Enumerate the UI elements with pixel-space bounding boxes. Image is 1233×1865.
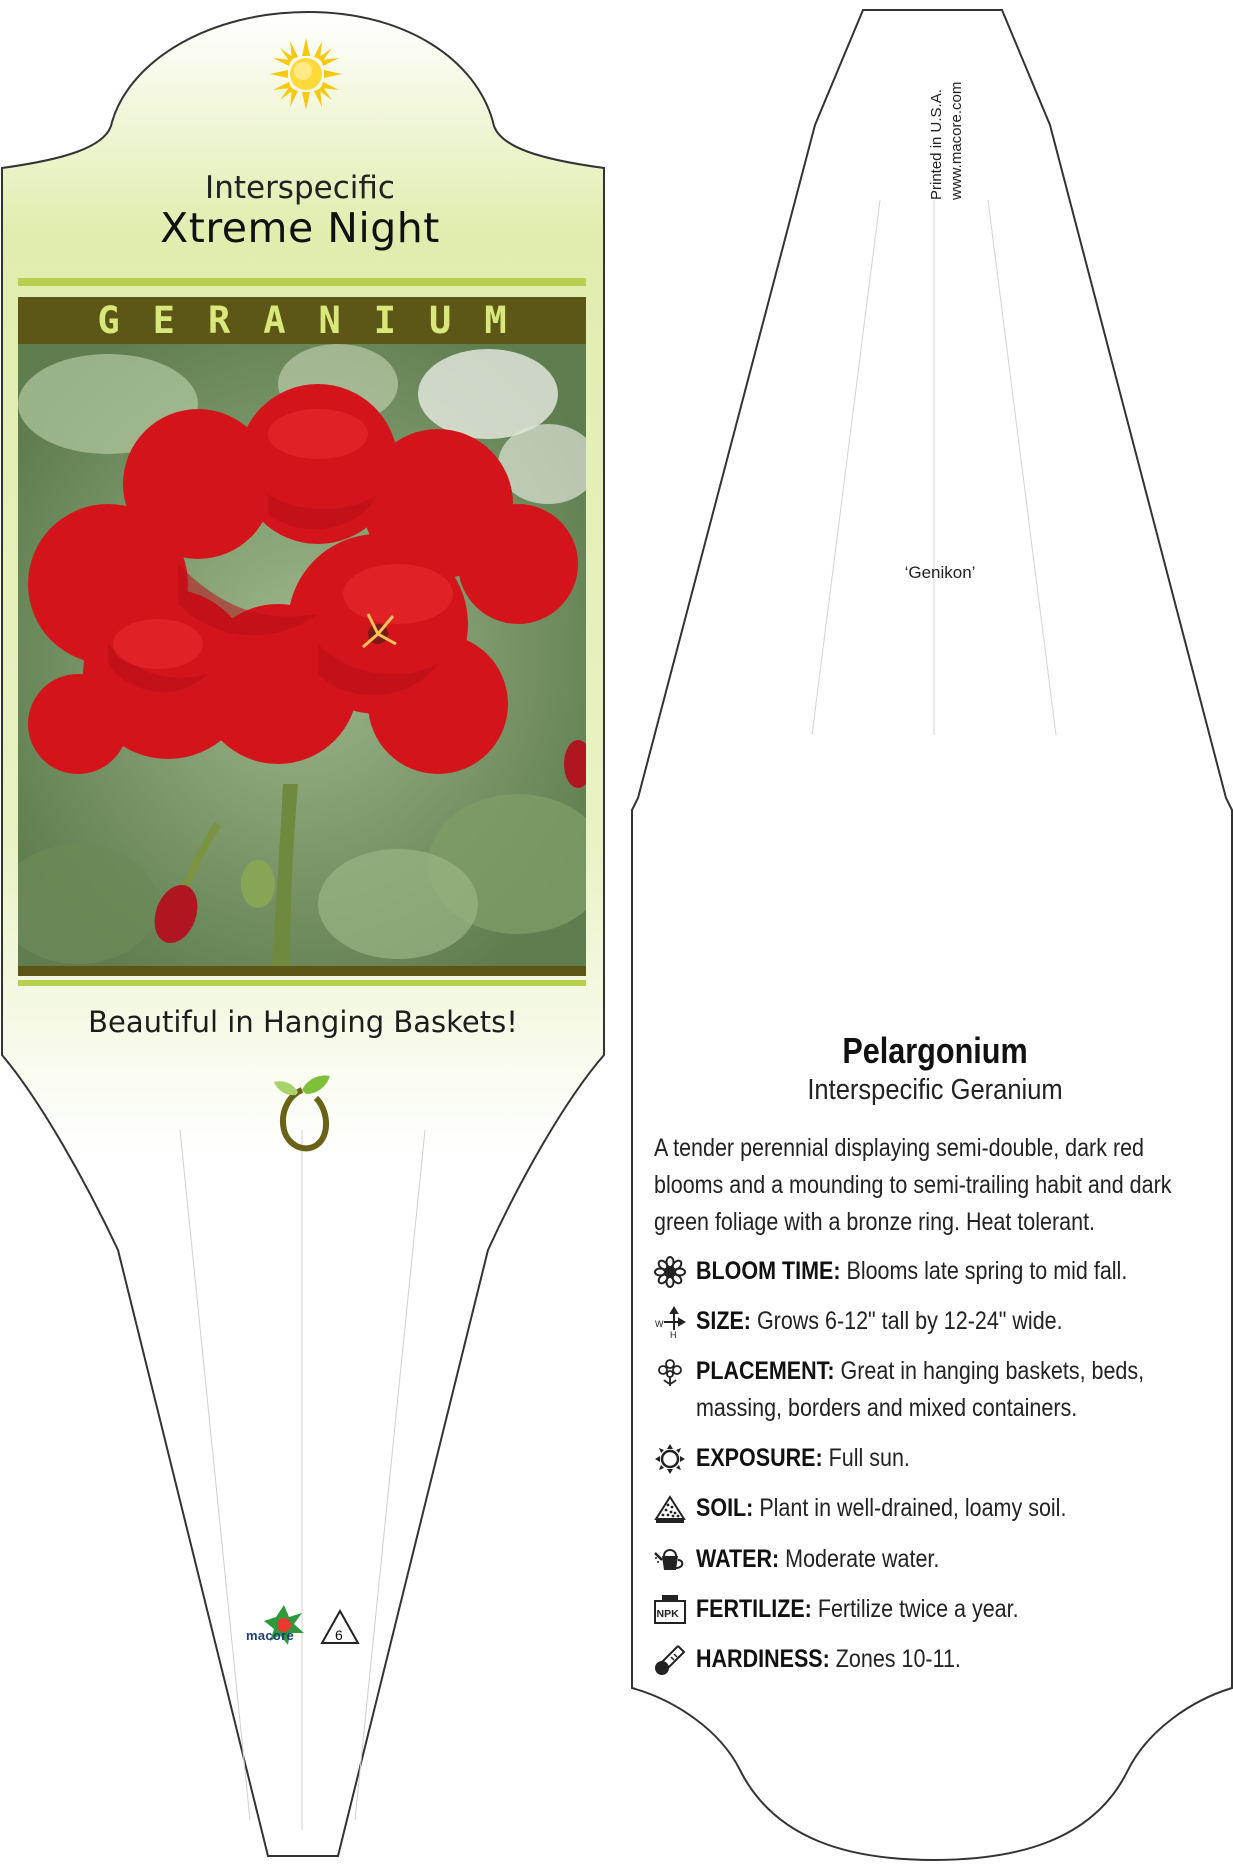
care-label: EXPOSURE: [696,1444,823,1472]
sun-icon [268,36,344,112]
watering-can-icon [654,1544,686,1576]
brand-logo [244,1603,364,1653]
care-fertilize [654,1591,1233,1628]
care-text: Full sun. [828,1444,910,1472]
care-label: FERTILIZE: [696,1595,812,1623]
size-icon [654,1306,686,1338]
care-text: Plant in well-drained, loamy soil. [759,1494,1067,1522]
printed-in: Printed in U.S.A. [928,89,945,200]
soil-icon [654,1493,686,1525]
divider-bottom [18,980,586,986]
plant-type: GERANIUM [97,299,540,342]
seedling-logo-icon [268,1068,338,1158]
website: www.macore.com [948,81,965,200]
cultivar-name: ‘Genikon’ [904,563,976,582]
care-size [654,1303,1233,1340]
recycle-code: 6 [335,1627,343,1643]
tagline: Beautiful in Hanging Baskets! [88,1005,518,1039]
care-label: HARDINESS: [696,1645,830,1673]
care-text: Moderate water. [785,1545,940,1573]
care-bloom-time [654,1253,1233,1290]
care-water [654,1541,1233,1578]
common-name: Interspecific Geranium [807,1074,1063,1106]
care-text: Grows 6-12" tall by 12-24" wide. [756,1307,1063,1335]
care-text: Zones 10-11. [835,1645,961,1673]
divider-top [18,278,586,286]
brand-name: macore [246,1628,295,1643]
care-label: PLACEMENT: [696,1357,835,1385]
fertilizer-icon-letters: NPK [656,1608,679,1620]
care-label: BLOOM TIME: [696,1257,841,1285]
back-tag-outline [632,10,1232,1860]
size-icon-w: W [655,1319,664,1329]
placement-icon [654,1356,686,1388]
variety-title: Xtreme Night [160,204,440,252]
fertilizer-icon [654,1594,686,1626]
care-label: SIZE: [696,1307,751,1335]
flower-photo [18,344,586,966]
care-exposure [654,1440,1233,1477]
description: A tender perennial displaying semi-double, dark red blooms and a mounding to semi-trailing habit and dark green foliage with a bronze ring. Heat tolerant. [654,1134,1172,1236]
care-text: Great in hanging baskets, beds, massing, borders and mixed containers. [696,1357,1145,1422]
size-icon-h: H [670,1330,677,1338]
care-text: Fertilize twice a year. [817,1595,1019,1623]
botanical-name: Pelargonium [842,1030,1028,1071]
care-hardiness [654,1641,1233,1678]
care-soil [654,1490,1233,1527]
care-text: Blooms late spring to mid fall. [846,1257,1128,1285]
divider-photo-bottom [18,966,586,976]
sun-icon [654,1443,686,1475]
title-prefix: Interspecific [205,170,395,206]
printer-info [928,81,1018,220]
flower-icon [654,1256,686,1288]
care-label: SOIL: [696,1494,754,1522]
thermometer-icon [654,1644,686,1676]
care-placement [654,1353,1233,1427]
plant-type-band [18,297,586,344]
care-label: WATER: [696,1545,780,1573]
